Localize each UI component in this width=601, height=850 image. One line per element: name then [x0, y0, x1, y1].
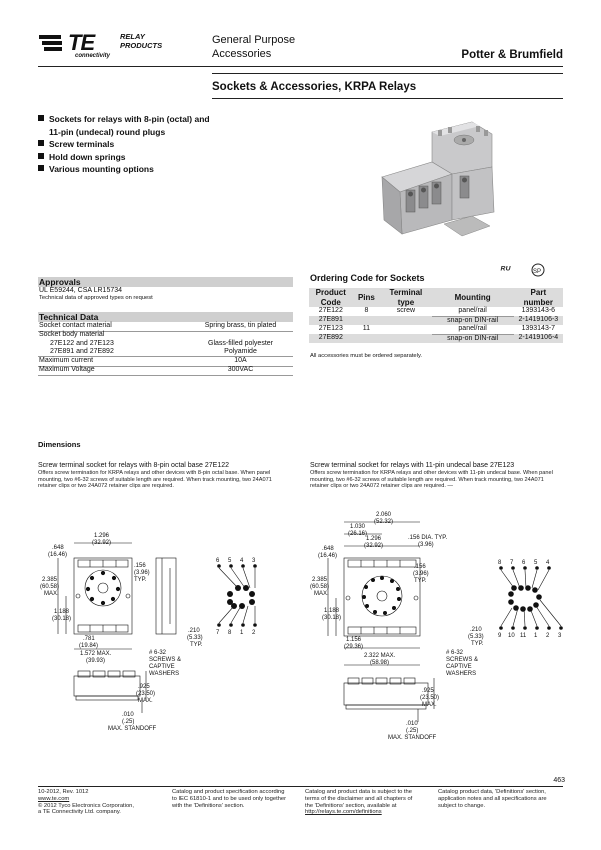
- svg-text:(29.36): (29.36): [344, 644, 364, 650]
- svg-text:TYP.: TYP.: [134, 577, 147, 583]
- svg-text:MAX.: MAX.: [422, 702, 437, 708]
- pin-label: 7: [216, 630, 220, 636]
- svg-text:# 6-32: # 6-32: [149, 650, 167, 656]
- socket-product-image: [372, 112, 522, 242]
- svg-text:.156: .156: [414, 564, 426, 570]
- svg-text:.925: .925: [138, 684, 150, 690]
- svg-text:MAX.: MAX.: [138, 698, 153, 704]
- svg-text:CAPTIVE: CAPTIVE: [149, 664, 175, 670]
- feature-item: Various mounting options: [38, 163, 210, 176]
- svg-text:1.572 MAX.: 1.572 MAX.: [80, 651, 112, 657]
- svg-text:(52.32): (52.32): [374, 519, 394, 525]
- svg-text:.648: .648: [322, 546, 334, 552]
- svg-text:(5.33): (5.33): [468, 634, 484, 640]
- svg-text:.210: .210: [470, 627, 482, 633]
- table-row: 27E892 snap-on DIN-rail 2-1419106-4: [309, 334, 563, 343]
- svg-text:ᴿᵁ: ᴿᵁ: [500, 265, 511, 276]
- svg-text:(3.96): (3.96): [418, 542, 434, 548]
- svg-text:WASHERS: WASHERS: [446, 671, 477, 677]
- svg-text:(60.58): (60.58): [40, 584, 60, 590]
- svg-text:.925: .925: [422, 688, 434, 694]
- svg-text:.648: .648: [52, 545, 64, 551]
- footer-col4: Catalog product data, 'Definitions' section, application notes and all specifications are subject to change.: [438, 789, 547, 809]
- svg-text:WASHERS: WASHERS: [149, 671, 180, 677]
- feature-item: Screw terminals: [38, 138, 210, 151]
- pin-label: 8: [498, 560, 502, 566]
- pin-label: 3: [558, 633, 562, 639]
- svg-text:(16.46): (16.46): [48, 552, 68, 558]
- svg-text:(26.16): (26.16): [348, 531, 368, 537]
- svg-text:(39.93): (39.93): [86, 658, 106, 664]
- svg-text:TYP.: TYP.: [190, 642, 203, 648]
- feature-item: Hold down springs: [38, 151, 210, 164]
- svg-text:SP: SP: [533, 269, 542, 275]
- page-number: 463: [553, 777, 565, 784]
- table-row: 27E122 8 screw panel/rail 1393143-6: [318, 307, 556, 315]
- col-part-number: Part number: [514, 288, 563, 307]
- svg-text:.781: .781: [83, 636, 95, 642]
- pin-label: 5: [534, 560, 538, 566]
- svg-text:SCREWS &: SCREWS &: [149, 657, 182, 663]
- pin-label: 10: [508, 633, 515, 639]
- svg-text:(19.84): (19.84): [79, 643, 99, 649]
- svg-text:(32.92): (32.92): [92, 540, 112, 546]
- ordering-note: All accessories must be ordered separately.: [310, 353, 423, 359]
- svg-text:(60.58): (60.58): [310, 584, 330, 590]
- feature-item: Sockets for relays with 8-pin (octal) and: [38, 113, 210, 126]
- approvals-line1: UL E59244, CSA LR15734: [39, 287, 123, 294]
- technical-heading: Technical Data: [38, 312, 293, 322]
- ordering-table: [309, 288, 563, 343]
- definitions-link[interactable]: http://relays.te.com/definitions: [305, 809, 382, 816]
- svg-text:1.156: 1.156: [346, 637, 362, 643]
- svg-text:CAPTIVE: CAPTIVE: [446, 664, 472, 670]
- pin-label: 1: [534, 633, 538, 639]
- svg-text:1.296: 1.296: [366, 536, 382, 542]
- svg-text:(5.33): (5.33): [187, 635, 203, 641]
- header-rule: [38, 66, 563, 67]
- relay-line2: PRODUCTS: [120, 41, 163, 50]
- svg-text:MAX.: MAX.: [314, 591, 329, 597]
- col-pins: Pins: [353, 288, 381, 307]
- svg-text:(32.92): (32.92): [364, 543, 384, 549]
- svg-text:.156 DIA. TYP.: .156 DIA. TYP.: [408, 535, 448, 541]
- left-dim-title: Screw terminal socket for relays with 8-pin octal base 27E122: [38, 462, 230, 469]
- tech-row: Socket body material 27E122 and 27E123 Glass-filled polyester 27E891 and 27E892 Polyamide: [38, 331, 293, 357]
- footer-col3: Catalog and product data is subject to the terms of the disclaimer and all chapters of the 'Definitions' section, available at http://relays.te.com/definitions: [305, 789, 430, 816]
- category-line2: Accessories: [212, 47, 272, 60]
- svg-text:(23.50): (23.50): [136, 691, 156, 697]
- te-logo: [38, 22, 118, 64]
- tech-row: Socket contact material Spring brass, tin plated: [38, 322, 293, 332]
- footer-rule: [38, 786, 563, 787]
- footer-col2: Catalog and product specification according to IEC 61810-1 and to be used only together with the 'Definitions' section.: [172, 789, 287, 809]
- svg-text:(3.96): (3.96): [413, 571, 429, 577]
- relay-line1: RELAY: [120, 32, 145, 41]
- te-logo-text: TE: [68, 30, 95, 55]
- right-dimension-drawing: [308, 508, 568, 778]
- svg-text:MAX.: MAX.: [44, 591, 59, 597]
- svg-text:1.030: 1.030: [350, 524, 366, 530]
- pin-label: 6: [216, 558, 220, 564]
- svg-text:2.385: 2.385: [312, 577, 328, 583]
- pin-label: 11: [520, 633, 527, 639]
- pin-label: 2: [252, 630, 256, 636]
- svg-text:(.25): (.25): [406, 728, 419, 734]
- col-product-code: Product Code: [309, 288, 353, 307]
- svg-text:(23.50): (23.50): [420, 695, 440, 701]
- pin-label: 1: [240, 630, 244, 636]
- svg-text:SCREWS &: SCREWS &: [446, 657, 479, 663]
- ordering-heading: Ordering Code for Sockets: [310, 273, 425, 283]
- svg-text:.010: .010: [406, 721, 418, 727]
- col-terminal: Terminal type: [380, 288, 431, 307]
- col-mounting: Mounting: [432, 288, 514, 307]
- svg-text:2.385: 2.385: [42, 577, 58, 583]
- svg-text:1.188: 1.188: [54, 609, 70, 615]
- pin-label: 6: [522, 560, 526, 566]
- pin-label: 5: [228, 558, 232, 564]
- title-rule-top: [212, 73, 563, 74]
- approvals-heading: Approvals: [38, 277, 293, 287]
- svg-text:(30.18): (30.18): [322, 615, 342, 621]
- table-row: 27E891 snap-on DIN-rail 2-1419106-3: [309, 316, 563, 325]
- tech-row: Maximum Voltage 300VAC: [38, 366, 293, 376]
- pin-label: 2: [546, 633, 550, 639]
- svg-text:MAX. STANDOFF: MAX. STANDOFF: [108, 726, 157, 732]
- svg-text:.010: .010: [122, 712, 134, 718]
- svg-text:# 6-32: # 6-32: [446, 650, 464, 656]
- table-row: 27E123 11 panel/rail 1393143-7: [318, 325, 556, 333]
- tech-row: Maximum current 10A: [38, 357, 293, 367]
- pin-label: 3: [252, 558, 256, 564]
- category: [212, 34, 295, 61]
- left-dim-desc: Offers screw termination for KRPA relays and other devices with 8-pin octal base. When panel mounting, two #6-32 screws of suitable length are required. When track mounting, two 24A071 retainer clips or two 24A072 retainer clips are required.: [38, 470, 272, 490]
- title-rule-bottom: [212, 98, 563, 99]
- svg-text:1.296: 1.296: [94, 533, 110, 539]
- svg-text:2.322 MAX.: 2.322 MAX.: [364, 653, 396, 659]
- svg-text:TYP.: TYP.: [414, 578, 427, 584]
- pin-label: 4: [240, 558, 244, 564]
- page-title: Sockets & Accessories, KRPA Relays: [212, 81, 417, 93]
- relay-products-label: [120, 32, 162, 50]
- right-dim-title: Screw terminal socket for relays with 11-pin undecal base 27E123: [310, 462, 515, 469]
- svg-text:(58.98): (58.98): [370, 660, 390, 666]
- feature-item: 11-pin (undecal) round plugs: [49, 126, 166, 137]
- pin-label: 7: [510, 560, 514, 566]
- pin-label: 4: [546, 560, 550, 566]
- svg-text:2.060: 2.060: [376, 512, 392, 518]
- approvals-line2: Technical data of approved types on request: [39, 295, 153, 301]
- right-dim-desc: Offers screw termination for KRPA relays and other devices with 11-pin undecal base. When panel mounting, two #6-32 screws of suitable length are required. When track mounting, two 24A071 retainer clips or two 24A072 retainer clips are required. —: [310, 470, 553, 490]
- ul-csa-marks: [498, 262, 550, 278]
- footer-col1: 10-2012, Rev. 1012 www.te.com © 2012 Tyco Electronics Corporation, a TE Connectivity Ltd. company.: [38, 789, 158, 816]
- svg-text:.210: .210: [188, 628, 200, 634]
- feature-list: [38, 113, 210, 176]
- svg-text:(16.46): (16.46): [318, 553, 338, 559]
- te-website-link[interactable]: www.te.com: [38, 795, 70, 802]
- left-dimension-drawing: [38, 528, 278, 778]
- svg-text:TYP.: TYP.: [471, 641, 484, 647]
- category-line1: General Purpose: [212, 34, 296, 46]
- svg-text:(.25): (.25): [122, 719, 135, 725]
- pin-label: 9: [498, 633, 502, 639]
- pin-label: 8: [228, 630, 232, 636]
- dimensions-heading: Dimensions: [38, 440, 81, 449]
- svg-text:1.188: 1.188: [324, 608, 340, 614]
- brand: Potter & Brumfield: [461, 49, 563, 61]
- svg-text:(3.96): (3.96): [134, 570, 150, 576]
- svg-text:(30.18): (30.18): [52, 616, 72, 622]
- svg-text:MAX. STANDOFF: MAX. STANDOFF: [388, 735, 437, 741]
- te-logo-sub: connectivity: [75, 53, 111, 59]
- svg-text:.156: .156: [134, 563, 146, 569]
